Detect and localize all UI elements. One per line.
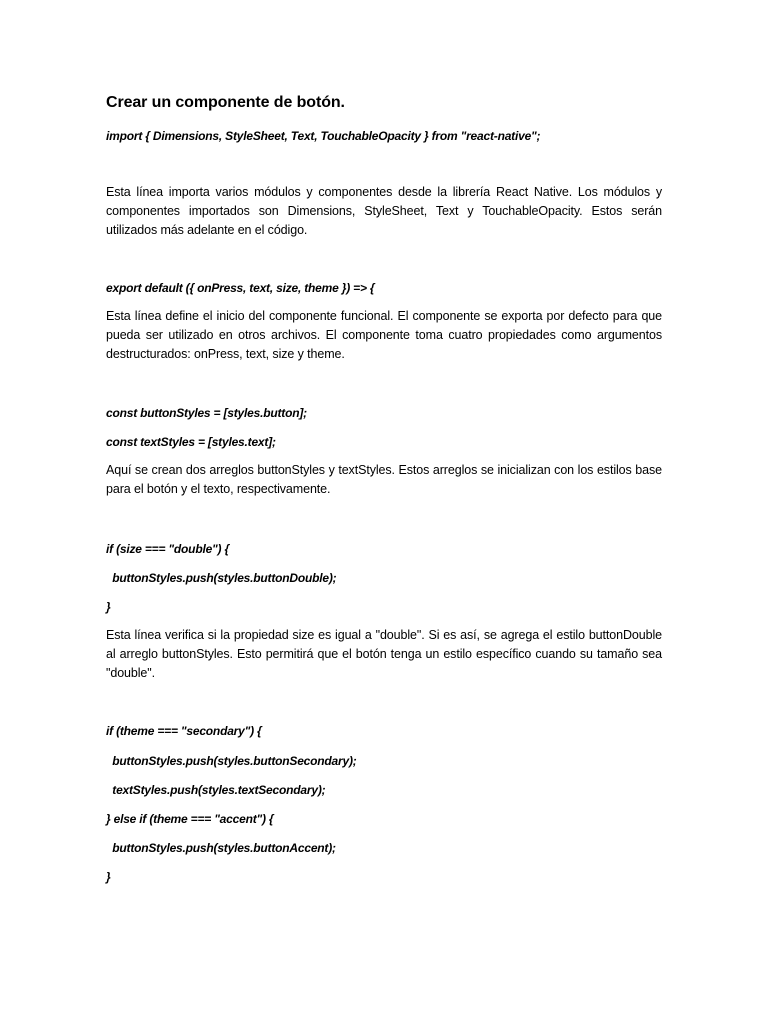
code-if-theme-line: buttonStyles.push(styles.buttonAccent); [106, 841, 336, 855]
page-title: Crear un componente de botón. [106, 94, 345, 111]
code-if-theme-line: textStyles.push(styles.textSecondary); [106, 783, 326, 797]
paragraph-arrays-explanation: Aquí se crean dos arreglos buttonStyles y textStyles. Estos arreglos se inicializan con los estilos base para el botón y el texto, respectivamente. [106, 463, 662, 496]
paragraph-size-explanation: Esta línea verifica si la propiedad size es igual a "double". Si es así, se agrega el estilo buttonDouble al arreglo buttonStyles. Esto permitirá que el botón tenga un estilo específico cuando su tamaño sea "double". [106, 628, 662, 680]
code-if-size-line: buttonStyles.push(styles.buttonDouble); [106, 571, 337, 585]
code-if-size-line: } [106, 600, 111, 614]
code-if-theme-line: buttonStyles.push(styles.buttonSecondary); [106, 754, 357, 768]
code-if-theme-line: } [106, 870, 111, 884]
code-const-button-styles: const buttonStyles = [styles.button]; [106, 406, 307, 420]
code-if-size-line: if (size === "double") { [106, 542, 229, 556]
code-if-theme-line: } else if (theme === "accent") { [106, 812, 274, 826]
paragraph-export-explanation: Esta línea define el inicio del componente funcional. El componente se exporta por defecto para que pueda ser utilizado en otros archivos. El componente toma cuatro propiedades como argumentos destructurados: onPress, text, size y theme. [106, 309, 662, 361]
paragraph-import-explanation: Esta línea importa varios módulos y componentes desde la librería React Native. Los módulos y componentes importados son Dimensions, StyleSheet, Text y TouchableOpacity. Estos serán utilizados más adelante en el código. [106, 185, 662, 237]
code-export-line: export default ({ onPress, text, size, theme }) => { [106, 281, 375, 295]
code-import-line: import { Dimensions, StyleSheet, Text, TouchableOpacity } from "react-native"; [106, 129, 541, 143]
document-page [106, 0, 662, 1024]
code-const-text-styles: const textStyles = [styles.text]; [106, 435, 276, 449]
code-if-theme-line: if (theme === "secondary") { [106, 724, 262, 738]
